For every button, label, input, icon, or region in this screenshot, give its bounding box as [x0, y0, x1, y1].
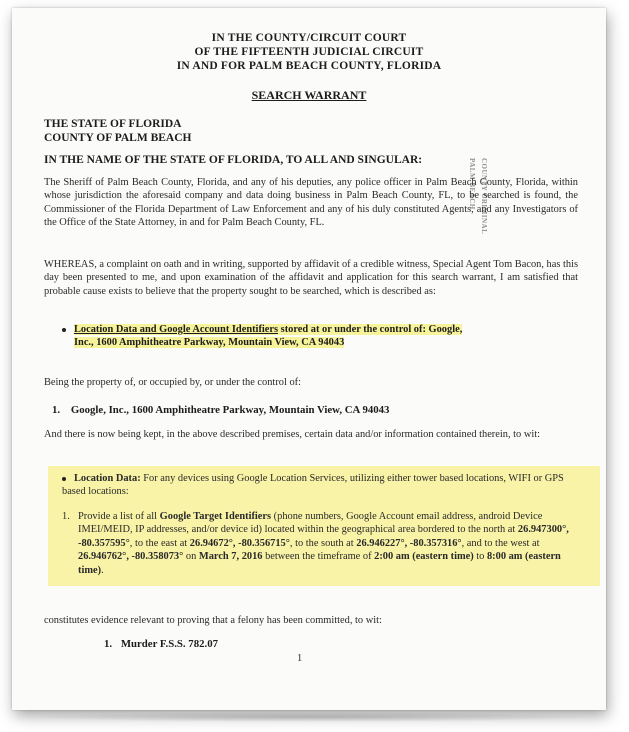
- bullet-property: [62, 323, 582, 350]
- period: .: [101, 564, 104, 576]
- target-ids-pre: Provide a list of all: [78, 511, 160, 522]
- county-line: COUNTY OF PALM BEACH: [44, 132, 192, 144]
- page-number: 1: [297, 653, 303, 664]
- date-pre: on: [183, 551, 199, 563]
- property-highlight: Location Data and Google Account Identifiers: [74, 324, 279, 335]
- location-data-label: Location Data:: [74, 473, 141, 484]
- coord-west: 26.946762°, -80.358073°: [78, 551, 184, 563]
- paragraph-officers: The Sheriff of Palm Beach County, Florida, and any of his deputies, any police officer in Palm Beach County, Florida, within whose jurisdiction the aforesaid company and data doing business in Palm Beach County, FL, to be searched is found, the Commissioner of the Florida Department of Law Enforcement and any of his duly constituted Agents, and any Investigators of the Office of the State Attorney, in and for Palm Beach County, FL.: [44, 177, 578, 229]
- time-end: 8:00 am (eastern time): [78, 551, 561, 576]
- target-ids-paragraph: [78, 510, 582, 577]
- document-title: SEARCH WARRANT: [251, 88, 367, 102]
- court-header-line1: IN THE COUNTY/CIRCUIT COURT: [211, 32, 407, 44]
- crime-item: [104, 638, 218, 651]
- between-text: between the timeframe of: [262, 551, 375, 563]
- court-header-line3: IN AND FOR PALM BEACH COUNTY, FLORIDA: [176, 60, 442, 72]
- stamp-line2: COUNTY CRIMINAL: [480, 158, 488, 235]
- bullet-dot: [62, 328, 66, 332]
- location-data-text: For any devices using Google Location Services, utilizing either tower based locations, WIFI or GPS based locations:: [62, 473, 564, 498]
- target-ids-label: Google Target Identifiers: [159, 511, 272, 522]
- south-pre: , to the south at: [289, 537, 357, 549]
- target-ids-number: 1.: [62, 511, 70, 522]
- salutation: IN THE NAME OF THE STATE OF FLORIDA, TO ALL AND SINGULAR:: [44, 154, 423, 166]
- east-pre: , to the east at: [129, 537, 190, 549]
- time-start: 2:00 am (eastern time): [374, 551, 474, 563]
- target-ids-text: (phone numbers, Google Account email address, android Device IMEI/MEID, IP addresses, and/or device id) located within the geographical area bordered to the north at: [78, 511, 543, 536]
- coord-south: 26.946227°, -80.357316°: [356, 537, 462, 549]
- constitutes-text: constitutes evidence relevant to proving that a felony has been committed, to wit:: [44, 615, 382, 626]
- west-pre: , and to the west at: [461, 537, 540, 549]
- to-text: to: [473, 551, 487, 563]
- item-google: [52, 404, 389, 417]
- clerk-stamp: [462, 158, 510, 268]
- coord-north: 26.947300°, -80.357595°: [78, 524, 569, 549]
- item-google-text: Google, Inc., 1600 Amphitheatre Parkway, Mountain View, CA 94043: [70, 404, 390, 416]
- item-google-number: 1.: [52, 404, 61, 416]
- warrant-date: March 7, 2016: [198, 551, 263, 563]
- court-header-line2: OF THE FIFTEENTH JUDICIAL CIRCUIT: [194, 46, 424, 58]
- paragraph-kept: And there is now being kept, in the above described premises, certain data and/or information contained therein, to wit:: [44, 429, 541, 440]
- being-property: Being the property of, or occupied by, or under the control of:: [44, 377, 301, 388]
- coord-east: 26.94672°, -80.356715°: [189, 537, 290, 549]
- location-data-bullet: [62, 472, 582, 499]
- property-rest-1: stored at or under the control of: Google,: [278, 324, 463, 335]
- stamp-line1: PALM BEACH: [468, 158, 476, 210]
- crime-text: Murder F.S.S. 782.07: [120, 638, 218, 650]
- page-shadow: [20, 712, 600, 722]
- paragraph-whereas: WHEREAS, a complaint on oath and in writing, supported by affidavit of a credible witness, Special Agent Tom Bacon, has this day been presented to me, and upon examination of the affidavit and application for this search warrant, I am satisfied that probable cause exists to believe that the property sought to be searched, which is described as:: [44, 259, 578, 297]
- state-line: THE STATE OF FLORIDA: [44, 118, 182, 130]
- crime-number: 1.: [104, 638, 113, 650]
- warrant-page: [12, 8, 606, 710]
- property-rest-2: Inc., 1600 Amphitheatre Parkway, Mountain View, CA 94043: [74, 337, 345, 349]
- bullet-dot: [62, 477, 66, 481]
